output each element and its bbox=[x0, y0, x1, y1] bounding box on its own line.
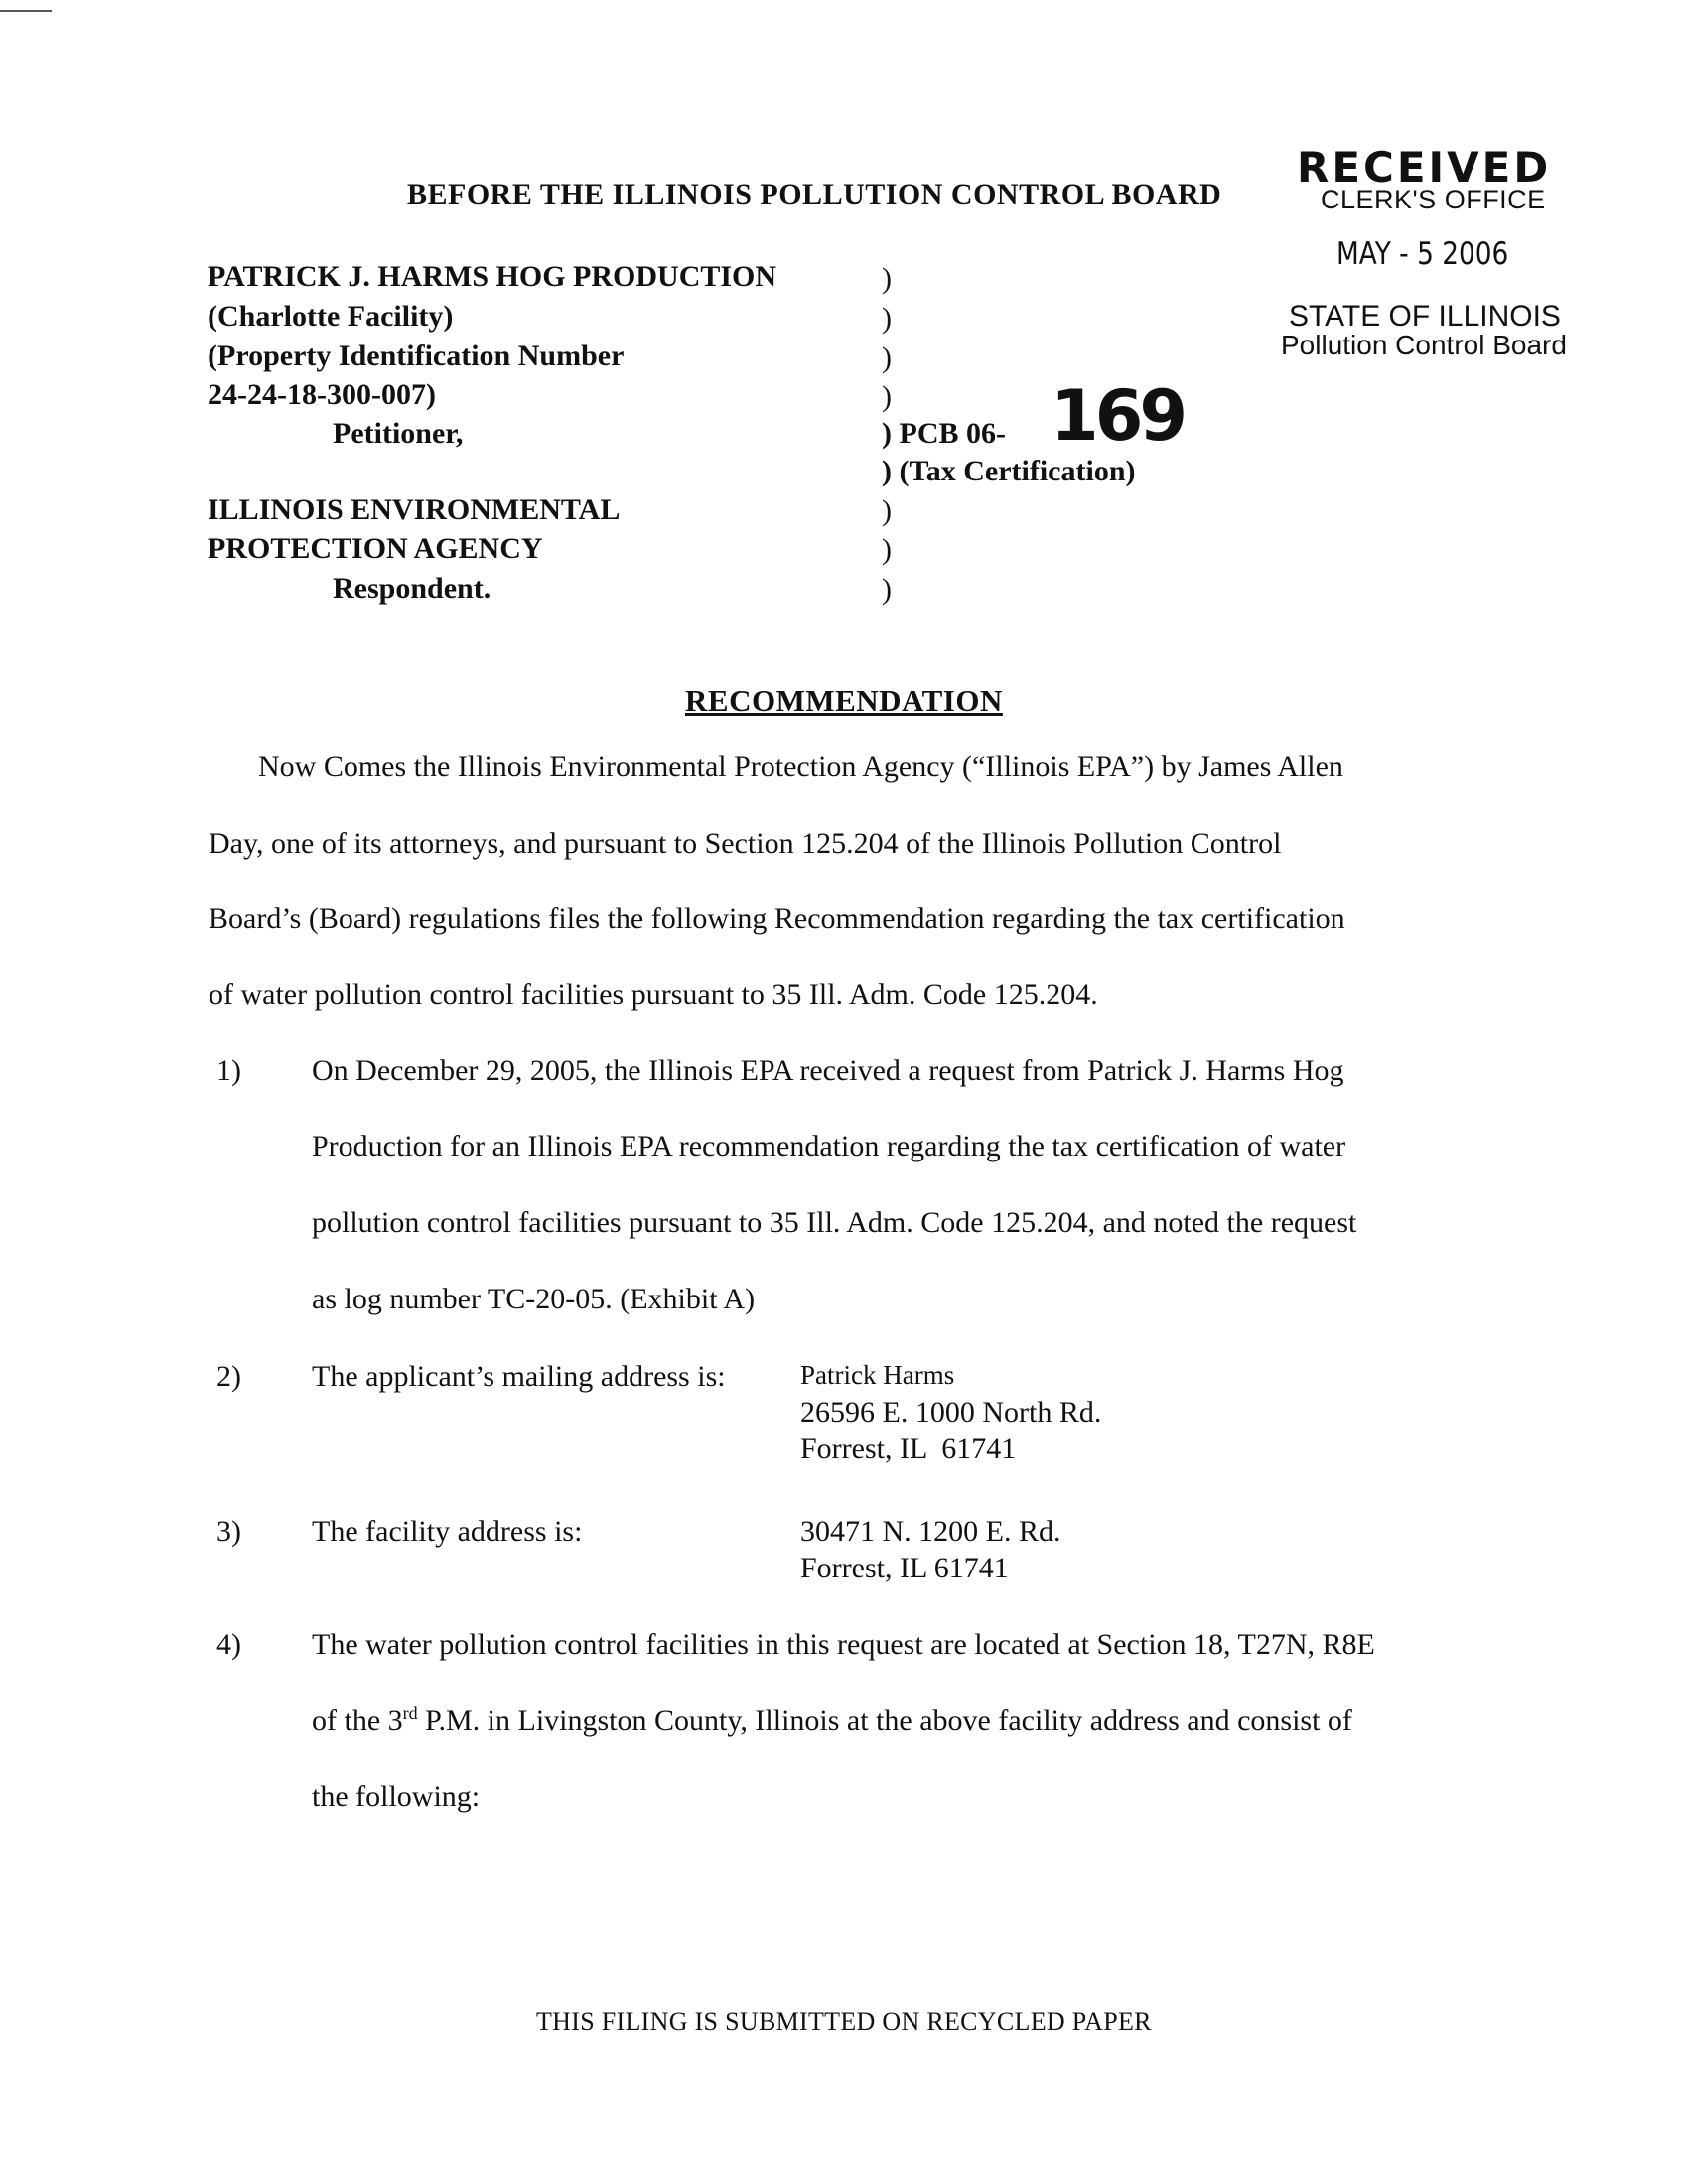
item-line: The water pollution control facilities in this request are located at Section 18, T27N, R8E bbox=[312, 1628, 1375, 1661]
petitioner-name: PATRICK J. HARMS HOG PRODUCTION bbox=[208, 260, 777, 293]
mailing-address-label: The applicant’s mailing address is: bbox=[312, 1360, 726, 1393]
intro-line: Now Comes the Illinois Environmental Protection Agency (“Illinois EPA”) by James Allen bbox=[258, 751, 1343, 783]
stamp-received: RECEIVED bbox=[1297, 143, 1552, 192]
item-line: On December 29, 2005, the Illinois EPA received a request from Patrick J. Harms Hog bbox=[312, 1054, 1344, 1087]
caption-paren: ) bbox=[882, 533, 892, 566]
item-line: pollution control facilities pursuant to 35 Ill. Adm. Code 125.204, and noted the request bbox=[312, 1206, 1357, 1239]
court-heading: BEFORE THE ILLINOIS POLLUTION CONTROL BOARD bbox=[407, 178, 1222, 210]
item-line: Production for an Illinois EPA recommendation regarding the tax certification of water bbox=[312, 1130, 1346, 1162]
caption-paren: ) bbox=[882, 302, 892, 335]
facility-address-street: 30471 N. 1200 E. Rd. bbox=[800, 1515, 1061, 1548]
mailing-address-street: 26596 E. 1000 North Rd. bbox=[800, 1396, 1102, 1429]
intro-line: Day, one of its attorneys, and pursuant to Section 125.204 of the Illinois Pollution Control bbox=[209, 827, 1282, 860]
item-line-prefix: of the 3 bbox=[312, 1705, 403, 1737]
intro-line: of water pollution control facilities pursuant to 35 Ill. Adm. Code 125.204. bbox=[209, 978, 1098, 1011]
caption-paren: ) bbox=[882, 380, 892, 413]
caption-paren: ) bbox=[882, 262, 892, 295]
caption-paren: ) bbox=[882, 573, 892, 606]
stamp-clerk-office: CLERK'S OFFICE bbox=[1321, 185, 1546, 214]
facility-address-city: Forrest, IL 61741 bbox=[800, 1552, 1009, 1584]
respondent-name-line1: ILLINOIS ENVIRONMENTAL bbox=[208, 493, 621, 526]
scan-corner-mark bbox=[0, 10, 52, 12]
item-number: 1) bbox=[216, 1054, 241, 1087]
petitioner-facility: (Charlotte Facility) bbox=[208, 300, 454, 333]
caption-paren: ) bbox=[882, 494, 892, 527]
respondent-role: Respondent. bbox=[333, 572, 491, 605]
mailing-address-name: Patrick Harms bbox=[800, 1360, 955, 1390]
item-line: as log number TC-20-05. (Exhibit A) bbox=[312, 1283, 756, 1315]
petitioner-role: Petitioner, bbox=[333, 417, 464, 450]
case-number-handwritten: 169 bbox=[1051, 375, 1185, 457]
case-type: ) (Tax Certification) bbox=[882, 455, 1136, 487]
petitioner-property-label: (Property Identification Number bbox=[208, 340, 625, 372]
intro-line: Board’s (Board) regulations files the following Recommendation regarding the tax certification bbox=[209, 902, 1345, 935]
item-line-suffix: P.M. in Livingston County, Illinois at the above facility address and consist of bbox=[417, 1705, 1352, 1737]
respondent-name-line2: PROTECTION AGENCY bbox=[208, 532, 543, 565]
stamp-date: MAY - 5 2006 bbox=[1336, 236, 1509, 272]
stamp-state: STATE OF ILLINOIS bbox=[1289, 300, 1561, 333]
item-number: 2) bbox=[216, 1360, 241, 1393]
stamp-board: Pollution Control Board bbox=[1281, 330, 1567, 360]
facility-address-label: The facility address is: bbox=[312, 1515, 583, 1548]
item-number: 4) bbox=[216, 1628, 241, 1661]
caption-paren: ) bbox=[882, 341, 892, 374]
petitioner-property-number: 24-24-18-300-007) bbox=[208, 378, 436, 411]
document-title: RECOMMENDATION bbox=[685, 683, 1003, 718]
item-line bbox=[312, 1704, 1352, 1738]
footer-note: THIS FILING IS SUBMITTED ON RECYCLED PAPER bbox=[536, 2007, 1152, 2036]
item-number: 3) bbox=[216, 1515, 241, 1548]
case-number-prefix: ) PCB 06- bbox=[882, 417, 1006, 450]
mailing-address-city: Forrest, IL 61741 bbox=[800, 1433, 1017, 1465]
item-line: the following: bbox=[312, 1780, 481, 1813]
ordinal-suffix: rd bbox=[402, 1704, 418, 1723]
